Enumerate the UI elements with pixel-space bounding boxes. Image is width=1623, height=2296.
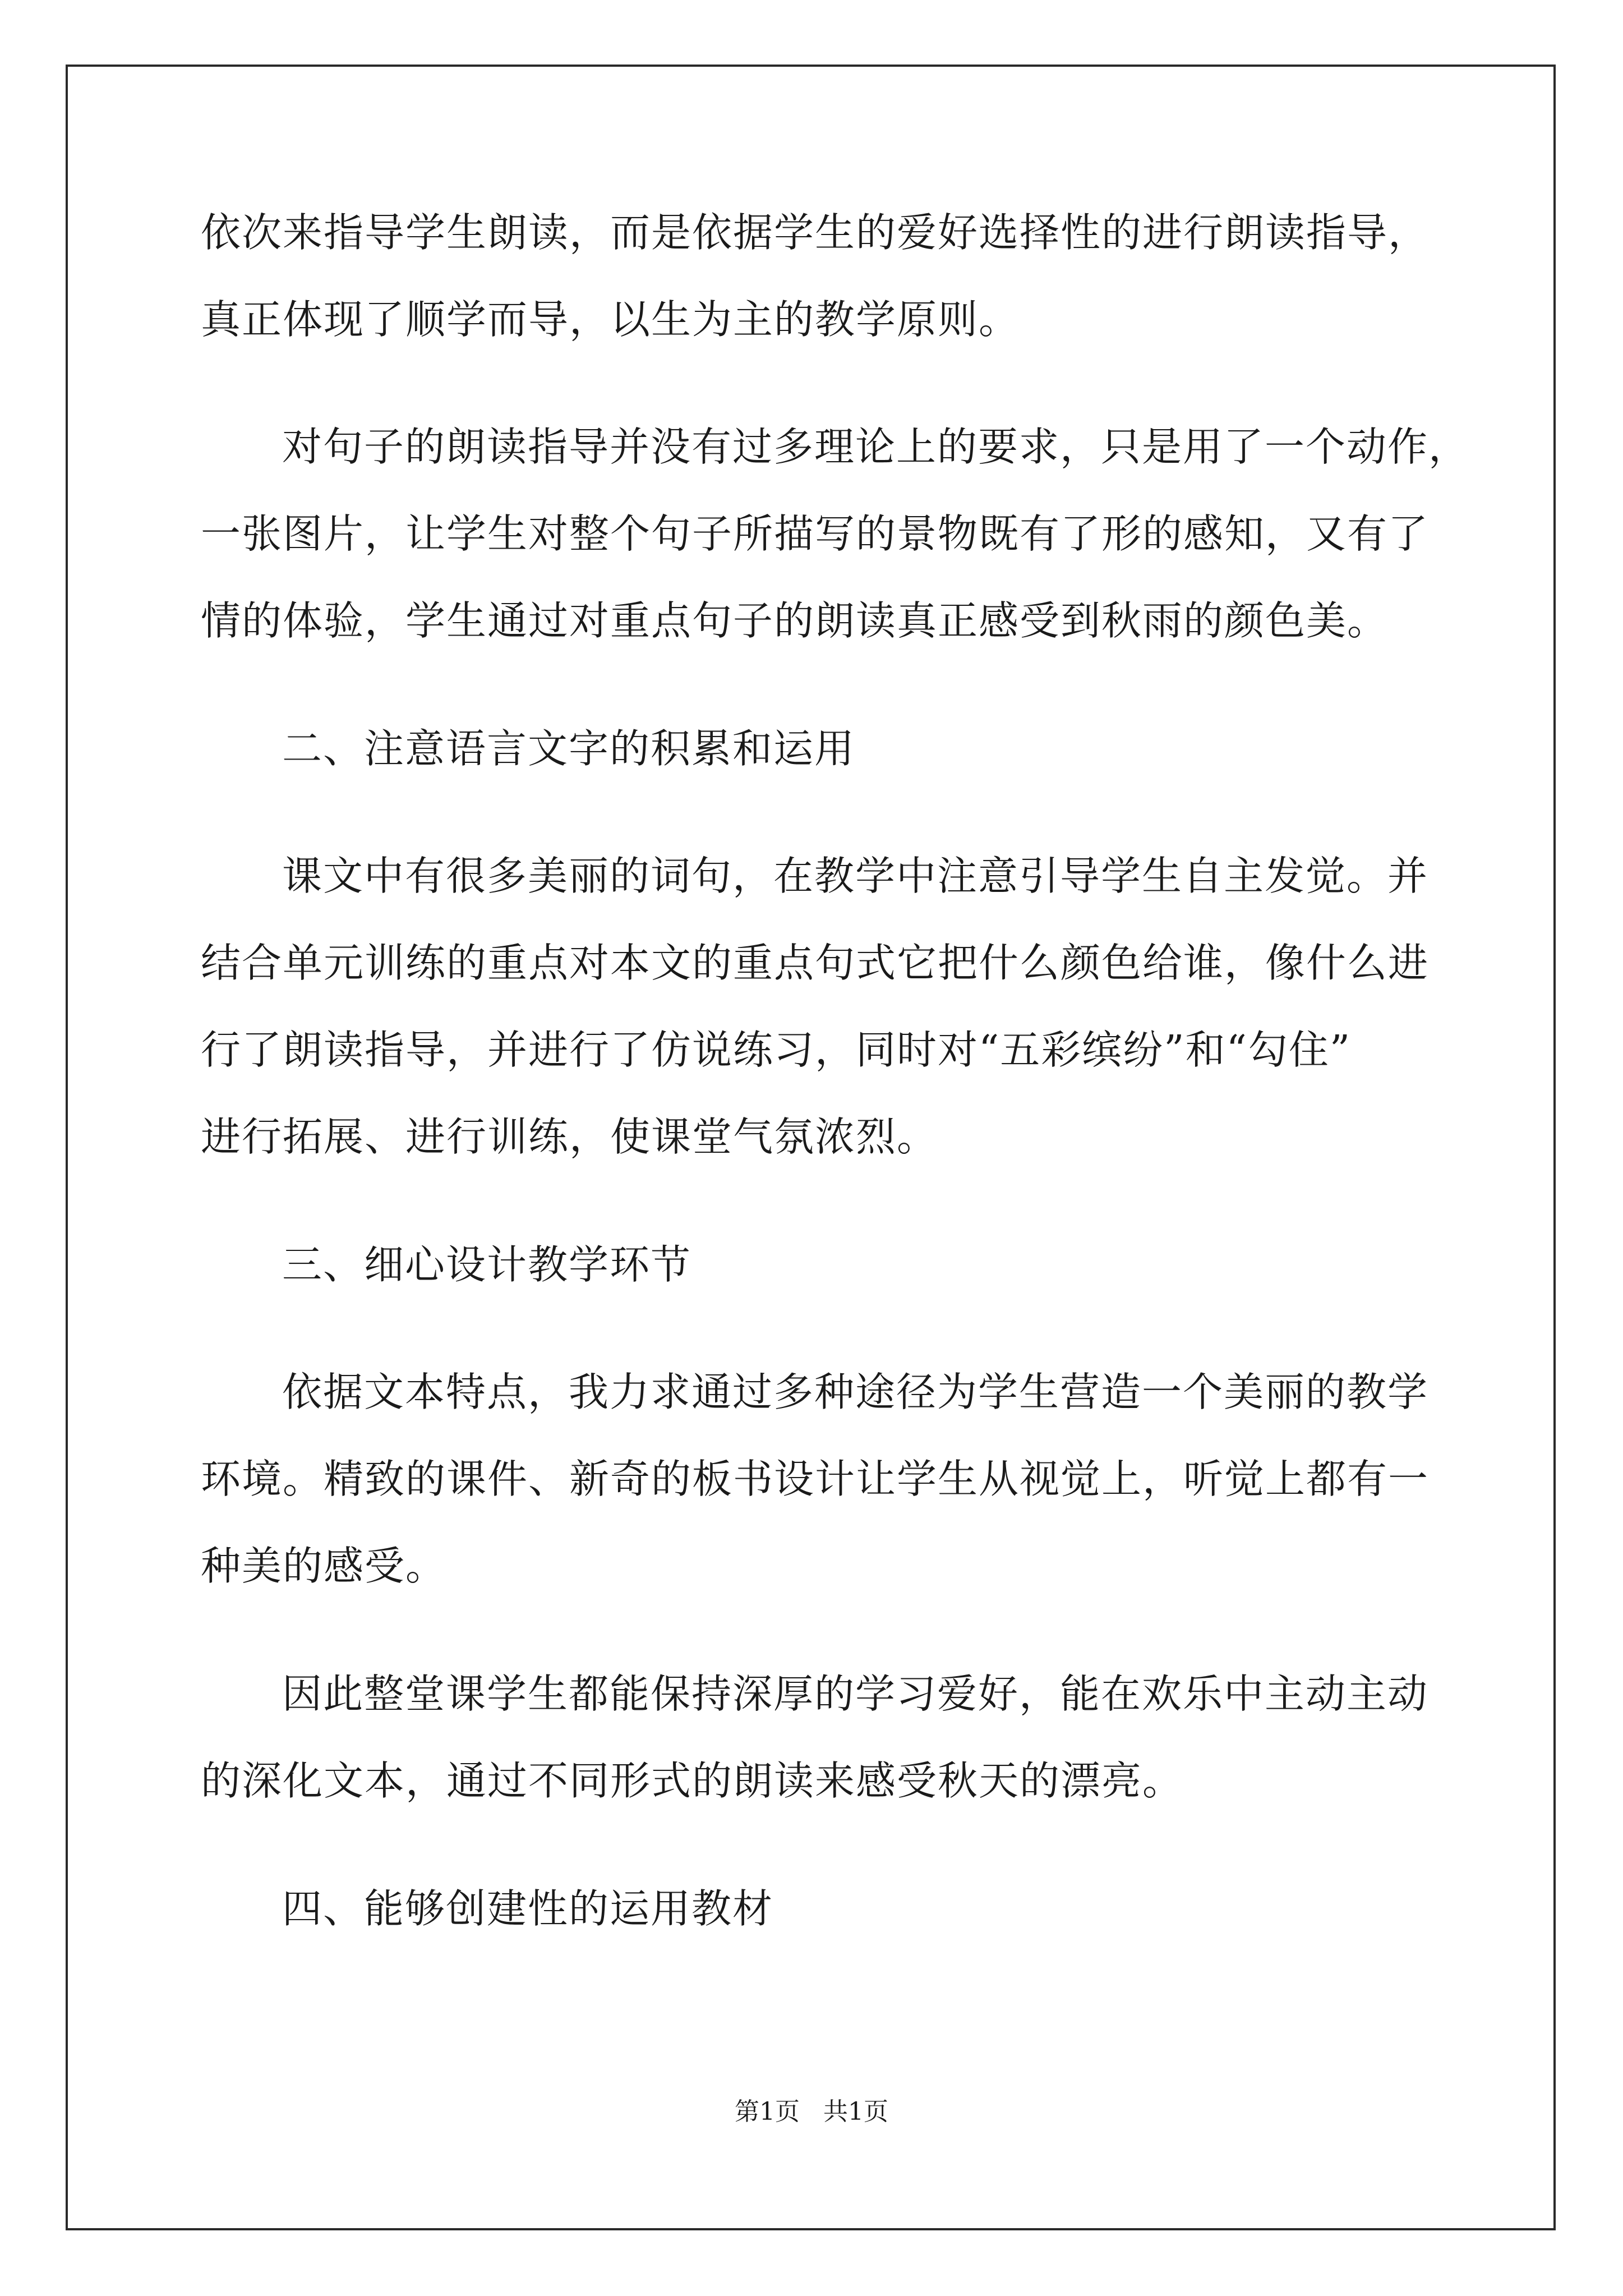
- text-line: 一张图片，让学生对整个句子所描写的景物既有了形的感知，又有了: [201, 510, 1430, 557]
- paragraph-start: 课文中有很多美丽的词句，在教学中注意引导学生自主发觉。并: [282, 853, 1429, 899]
- paragraph-start: 因此整堂课学生都能保持深厚的学习爱好，能在欢乐中主动主动: [282, 1671, 1429, 1717]
- page-footer: [0, 2095, 1623, 2129]
- text-line: 进行拓展、进行训练，使课堂气氛浓烈。: [201, 1114, 938, 1160]
- text-line: 依次来指导学生朗读，而是依据学生的爱好选择性的进行朗读指导，: [201, 209, 1430, 256]
- paragraph-start: 依据文本特点，我力求通过多种途径为学生营造一个美丽的教学: [282, 1369, 1429, 1415]
- section-heading: 二、注意语言文字的积累和运用: [282, 725, 856, 772]
- text-line: 的深化文本，通过不同形式的朗读来感受秋天的漂亮。: [201, 1757, 1184, 1804]
- text-line: 种美的感受。: [201, 1543, 447, 1589]
- text-line: 行了朗读指导，并进行了仿说练习，同时对“五彩缤纷”和“勾住”: [201, 1027, 1352, 1073]
- section-heading: 四、能够创建性的运用教材: [282, 1885, 774, 1932]
- text-line: 真正体现了顺学而导，以生为主的教学原则。: [201, 296, 1020, 343]
- page-number: 第1页: [735, 2097, 800, 2126]
- page-total: 共1页: [823, 2097, 888, 2126]
- paragraph-start: 对句子的朗读指导并没有过多理论上的要求，只是用了一个动作，: [282, 424, 1470, 470]
- text-line: 结合单元训练的重点对本文的重点句式它把什么颜色给谁，像什么进: [201, 940, 1430, 986]
- text-line: 环境。精致的课件、新奇的板书设计让学生从视觉上，听觉上都有一: [201, 1456, 1430, 1502]
- text-line: 情的体验，学生通过对重点句子的朗读真正感受到秋雨的颜色美。: [201, 597, 1389, 644]
- section-heading: 三、细心设计教学环节: [282, 1241, 692, 1288]
